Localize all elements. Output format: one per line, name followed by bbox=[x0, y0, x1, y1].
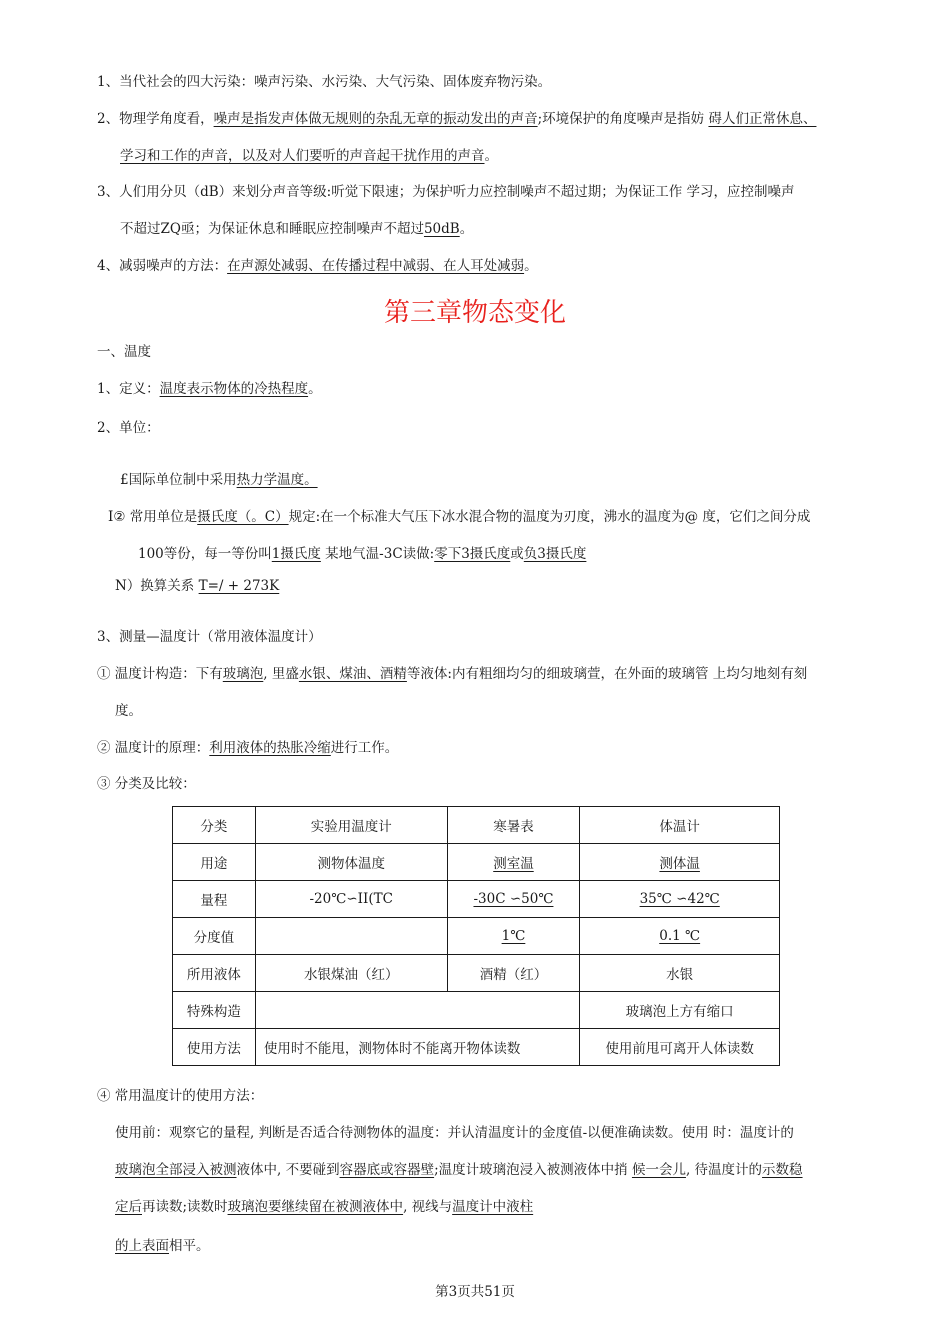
table-header-row bbox=[173, 807, 780, 844]
table-cell: 实验用温度计 bbox=[255, 807, 447, 844]
table-cell: 0.1 ℃ bbox=[580, 918, 780, 955]
table-cell: 体温计 bbox=[580, 807, 780, 844]
noise-point-4: 4、减弱噪声的方法：在声源处减弱、在传播过程中减弱、在人耳处减弱。 bbox=[97, 258, 538, 274]
page-number-footer: 第3页共51页 bbox=[435, 1284, 515, 1300]
noise-point-3-cont: 不超过ZQ亟；为保证休息和睡眠应控制噪声不超过50dB。 bbox=[120, 221, 474, 237]
table-cell: 使用时不能甩，测物体时不能离开物体读数 bbox=[255, 1029, 580, 1066]
measurement-heading: 3、测量—温度计（常用液体温度计） bbox=[97, 629, 322, 645]
conversion-line: N）换算关系 T=/ + 273K bbox=[115, 578, 280, 594]
table-row bbox=[173, 1029, 780, 1066]
table-cell: 水银 bbox=[580, 955, 780, 992]
table-cell: 所用液体 bbox=[173, 955, 256, 992]
common-unit-line: I② 常用单位是摄氏度（。C）规定:在一个标准大气压下冰水混合物的温度为刃度，沸水的温度为@ 度，它们之间分成 bbox=[108, 509, 811, 525]
usage-line-1: 使用前：观察它的量程, 判断是否适合待测物体的温度：并认清温度计的金度值-以便准确读数。使用 时：温度计的 bbox=[115, 1125, 794, 1141]
usage-line-4: 的上表面相平。 bbox=[115, 1238, 210, 1254]
table-row bbox=[173, 918, 780, 955]
table-cell: 寒暑表 bbox=[447, 807, 580, 844]
table-row bbox=[173, 955, 780, 992]
noise-point-2: 2、物理学角度看，噪声是指发声体做无规则的杂乱无章的振动发出的声音;环境保护的角度噪声是指妨 碍人们正常休息、 bbox=[97, 111, 817, 127]
table-cell: 分度值 bbox=[173, 918, 256, 955]
noise-point-3: 3、人们用分贝（dB）来划分声音等级:听觉下限速；为保护听力应控制噪声不超过期；为保证工作 学习，应控制噪声 bbox=[97, 184, 795, 200]
chapter-title: 第三章物态变化 bbox=[383, 298, 566, 328]
thermometer-structure-cont: 度。 bbox=[115, 703, 142, 719]
si-unit-line: £国际单位制中采用热力学温度。 bbox=[120, 472, 318, 488]
table-cell: 使用方法 bbox=[173, 1029, 256, 1066]
thermometer-structure: ① 温度计构造：下有玻璃泡, 里盛水银、煤油、酒精等液体:内有粗细均匀的细玻璃萱，在外面的玻璃管 上均匀地刻有刻 bbox=[97, 666, 808, 682]
table-cell: 特殊构造 bbox=[173, 992, 256, 1029]
table-cell: 测体温 bbox=[580, 844, 780, 881]
table-cell: 使用前甩可离开人体读数 bbox=[580, 1029, 780, 1066]
usage-heading: ④ 常用温度计的使用方法： bbox=[97, 1088, 264, 1104]
table-cell: 水银煤油（红） bbox=[255, 955, 447, 992]
noise-point-2-cont: 学习和工作的声音，以及对人们要听的声音起干扰作用的声音。 bbox=[120, 148, 498, 164]
section-heading-temperature: 一、温度 bbox=[97, 344, 151, 360]
thermometer-comparison-table bbox=[172, 806, 780, 1066]
table-cell: 用途 bbox=[173, 844, 256, 881]
usage-line-3: 定后再读数;读数时玻璃泡要继续留在被测液体中, 视线与温度计中液柱 bbox=[115, 1199, 534, 1215]
table-cell bbox=[255, 918, 447, 955]
table-cell: 酒精（红） bbox=[447, 955, 580, 992]
thermometer-principle: ② 温度计的原理：利用液体的热胀冷缩进行工作。 bbox=[97, 740, 399, 756]
table-cell: 1℃ bbox=[447, 918, 580, 955]
noise-point-1: 1、当代社会的四大污染：噪声污染、水污染、大气污染、固体废弃物污染。 bbox=[97, 74, 552, 90]
table-cell: 量程 bbox=[173, 881, 256, 918]
table-row bbox=[173, 992, 780, 1029]
temperature-unit: 2、单位： bbox=[97, 420, 160, 436]
table-cell bbox=[255, 992, 580, 1029]
degree-division-line: 100等份，每一等份叫1摄氏度 某地气温-3C读做:零下3摄氏度或负3摄氏度 bbox=[138, 546, 587, 562]
table-row bbox=[173, 844, 780, 881]
table-cell: 测室温 bbox=[447, 844, 580, 881]
table-cell: 35℃ ∽42℃ bbox=[580, 881, 780, 918]
table-cell: -30C ∽50℃ bbox=[447, 881, 580, 918]
table-row bbox=[173, 881, 780, 918]
classification-heading: ③ 分类及比较： bbox=[97, 776, 196, 792]
table-cell: 玻璃泡上方有缩口 bbox=[580, 992, 780, 1029]
table-cell: -20℃∽II(TC bbox=[255, 881, 447, 918]
table-cell: 分类 bbox=[173, 807, 256, 844]
usage-line-2: 玻璃泡全部浸入被测液体中, 不要碰到容器底或容器壁;温度计玻璃泡浸入被测液体中捎 候一会儿, 待温度计的示数稳 bbox=[115, 1162, 803, 1178]
table-cell: 测物体温度 bbox=[255, 844, 447, 881]
temperature-definition: 1、定义：温度表示物体的冷热程度。 bbox=[97, 381, 322, 397]
